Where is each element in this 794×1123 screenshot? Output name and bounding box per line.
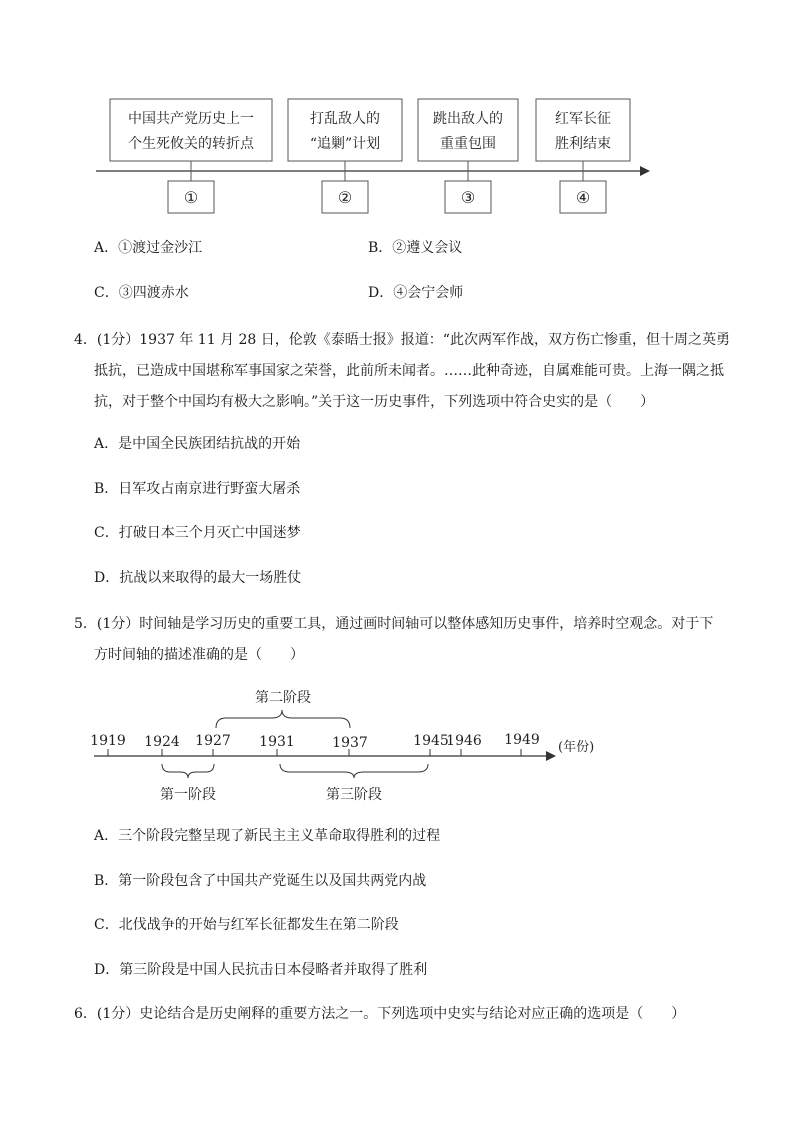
event-box-3-line-2: 重重包围	[440, 136, 496, 152]
stage-3-brace	[280, 764, 428, 778]
year-label-1937: 1937	[332, 735, 368, 751]
year-label-1945: 1945	[413, 733, 449, 749]
stage-1-brace	[162, 764, 214, 778]
marker-box-2	[322, 181, 368, 213]
year-label-1946: 1946	[446, 733, 482, 749]
event-box-4-line-1: 红军长征	[555, 111, 611, 127]
q3-option-c[interactable]: C．③四渡赤水	[94, 285, 189, 301]
event-box-4	[536, 99, 630, 161]
year-label-1927: 1927	[195, 733, 231, 749]
stage-2-brace	[216, 710, 350, 728]
q4-option-b[interactable]: B．日军攻占南京进行野蛮大屠杀	[94, 481, 301, 497]
year-label-1924: 1924	[144, 734, 180, 750]
year-label-1949: 1949	[504, 732, 540, 748]
stage-1-label: 第一阶段	[160, 787, 216, 803]
event-box-4-line-2: 胜利结束	[555, 136, 611, 152]
year-label-1931: 1931	[259, 734, 295, 750]
marker-2: ②	[337, 188, 353, 207]
q3-option-b[interactable]: B．②遵义会议	[368, 240, 463, 256]
marker-box-3	[445, 181, 491, 213]
q6-stem-line-1: 6．(1分）史论结合是历史阐释的重要方法之一。下列选项中史实与结论对应正确的选项是（ ）	[74, 1006, 686, 1022]
marker-box-1	[168, 181, 214, 213]
stage-2-label: 第二阶段	[255, 690, 311, 706]
q4-option-d[interactable]: D．抗战以来取得的最大一场胜仗	[94, 570, 302, 586]
event-box-2	[288, 99, 402, 161]
q4-stem-line-2: 抵抗，已造成中国堪称军事国家之荣誉，此前所未闻者。……此种奇迹，自属难能可贵。上海一隅之抵	[94, 363, 724, 379]
q5-option-d[interactable]: D．第三阶段是中国人民抗击日本侵略者并取得了胜利	[94, 962, 428, 978]
marker-1: ①	[183, 188, 199, 207]
stage-timeline	[0, 680, 794, 810]
event-box-1-line-2: 个生死攸关的转折点	[128, 136, 254, 152]
q4-stem-line-3: 抗，对于整个中国均有极大之影响。”关于这一历史事件，下列选项中符合史实的是（ ）	[94, 394, 655, 410]
event-box-2-line-1: 打乱敌人的	[310, 111, 380, 127]
event-box-1	[110, 99, 272, 161]
q4-option-a[interactable]: A．是中国全民族团结抗战的开始	[94, 436, 301, 452]
timeline-arrowhead	[640, 166, 650, 176]
long-march-timeline	[0, 0, 794, 230]
q4-option-c[interactable]: C．打破日本三个月灭亡中国迷梦	[94, 525, 301, 541]
q4-stem-line-1: 4．(1分）1937 年 11 月 28 日，伦敦《泰晤士报》报道：“此次两军作战，双方伤亡惨重，但十周之英勇	[74, 332, 730, 348]
marker-box-4	[560, 181, 606, 213]
axis-unit-label: (年份)	[558, 740, 595, 755]
event-box-3-line-1: 跳出敌人的	[433, 111, 503, 127]
q5-option-a[interactable]: A．三个阶段完整呈现了新民主主义革命取得胜利的过程	[94, 828, 441, 844]
q5-option-b[interactable]: B．第一阶段包含了中国共产党诞生以及国共两党内战	[94, 873, 427, 889]
year-label-1919: 1919	[90, 733, 126, 749]
event-box-3	[418, 99, 518, 161]
event-box-1-line-1: 中国共产党历史上一	[128, 111, 254, 127]
q5-option-c[interactable]: C．北伐战争的开始与红军长征都发生在第二阶段	[94, 917, 399, 933]
stage-axis-arrowhead	[546, 751, 556, 761]
marker-4: ④	[575, 188, 591, 207]
q5-stem-line-1: 5．(1分）时间轴是学习历史的重要工具，通过画时间轴可以整体感知历史事件，培养时空观念。对于下	[74, 616, 714, 632]
event-box-2-line-2: “追剿”计划	[309, 136, 381, 152]
q5-stem-line-2: 方时间轴的描述准确的是（ ）	[94, 647, 304, 663]
marker-3: ③	[460, 188, 476, 207]
q3-option-d[interactable]: D．④会宁会师	[368, 285, 464, 301]
q3-option-a[interactable]: A．①渡过金沙江	[94, 240, 203, 256]
stage-3-label: 第三阶段	[326, 787, 382, 803]
